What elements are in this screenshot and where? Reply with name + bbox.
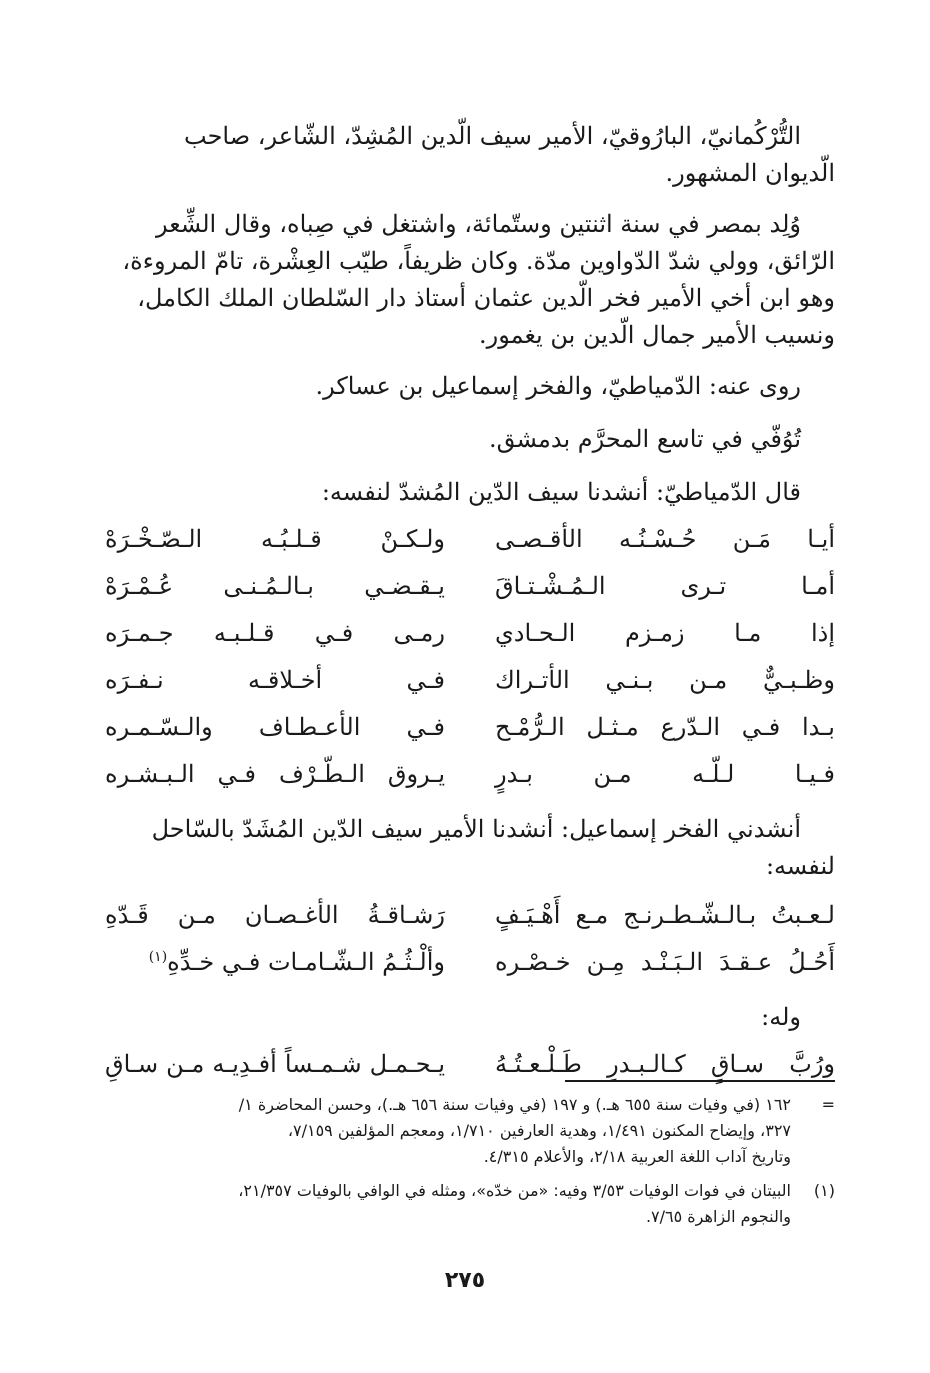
bio-line: التُّرْكُمانيّ، البارُوقيّ، الأمير سيف الّدين المُشِدّ، الشّاعر، صاحب xyxy=(184,122,801,150)
footnote-line: ٣٢٧، وإيضاح المكنون ١/٤٩١، وهدية العارفين ١/٧١٠، ومعجم المؤلفين ٧/١٥٩، xyxy=(287,1121,791,1140)
poem-one xyxy=(105,515,835,797)
verse-first-hemistich: إذا مـا زمـزم الـحـادي xyxy=(495,618,835,647)
birth-paragraph xyxy=(105,206,835,354)
page-body xyxy=(105,118,835,1101)
verse-first-hemistich: فـيـا لـلّـه مـن بـدرٍ xyxy=(495,759,835,788)
verse-first-hemistich: أمـا تـرى الـمُـشْـتـاقَ xyxy=(495,571,835,600)
footnotes xyxy=(105,1080,835,1238)
poem-two xyxy=(105,891,835,985)
verse-second-hemistich: رَشـاقـةُ الأغـصـان مـن قَـدّهِ xyxy=(105,900,445,929)
footnote-text xyxy=(105,1178,791,1230)
page-number: ٢٧٥ xyxy=(444,1268,486,1293)
footnote-line: وتاريخ آداب اللغة العربية ٢/١٨، والأعلام ٤/٣١٥. xyxy=(483,1147,791,1166)
verse-second-hemistich: فـي الأعـطـاف والـسّـمـره xyxy=(105,712,445,741)
verse-first-hemistich: وظـبـيٌّ مـن بـنـي الأتـراك xyxy=(495,665,835,694)
verse-row xyxy=(105,891,835,938)
verse-second-hemistich: ولـكـنْ قـلـبُـه الـصّـخْـرَهْ xyxy=(105,524,445,553)
verse-second-hemistich: فـي أخـلاقـه نـفـرَه xyxy=(105,665,445,694)
verse-row xyxy=(105,515,835,562)
footnote-marker: = xyxy=(821,1095,835,1114)
verse-first-hemistich: ورُبَّ سـاقٍ كـالـبـدرِ طَـلْـعـتُـهُ xyxy=(495,1049,835,1078)
footnote-divider xyxy=(565,1080,835,1082)
verse-second-hemistich: يـحـمـل شـمـساً أفـدِيـه مـن سـاقِ xyxy=(105,1049,445,1078)
footnote-marker: (١) xyxy=(813,1181,835,1200)
verse-row xyxy=(105,938,835,985)
verse-second-hemistich xyxy=(105,948,445,976)
verse-first-hemistich: لـعـبتُ بـالـشّـطـرنـج مـع أَهْـيَـفٍ xyxy=(495,900,835,929)
verse-second-hemistich: رمـى فـي قـلـبـه جـمـرَه xyxy=(105,618,445,647)
poem2-intro-line: أنشدني الفخر إسماعيل: أنشدنا الأمير سيف الدّين المُشَدّ بالسّاحل xyxy=(151,815,801,843)
footnote-line: والنجوم الزاهرة ٧/٦٥. xyxy=(645,1207,791,1226)
verse-first-hemistich: أيـا مَـن حُـسْـنُـه الأقـصـى xyxy=(495,524,835,553)
verse-row xyxy=(105,750,835,797)
footnote-text xyxy=(105,1092,791,1170)
verse-row xyxy=(105,656,835,703)
poem1-intro: قال الدّمياطيّ: أنشدنا سيف الدّين المُشدّ لنفسه: xyxy=(321,478,801,506)
poem2-intro-line: لنفسه: xyxy=(765,852,835,880)
footnote-reference: (١) xyxy=(148,948,168,965)
verse-row xyxy=(105,609,835,656)
verse-row xyxy=(105,703,835,750)
verse-first-hemistich: بـدا فـي الـدّرع مـثـل الـرُّمْـح xyxy=(495,712,835,741)
footnote-line: البيتان في فوات الوفيات ٣/٥٣ وفيه: «من خدّه»، ومثله في الوافي بالوفيات ٢١/٣٥٧، xyxy=(238,1181,791,1200)
poem3-intro: وله: xyxy=(761,1003,801,1031)
footnote xyxy=(105,1080,835,1170)
verse-text: وألْـثُـمُ الـشّـامـات فـي خـدِّهِ xyxy=(167,947,445,976)
birth-line: ونسيب الأمير جمال الّدين بن يغمور. xyxy=(478,321,835,349)
birth-line: وُلِد بمصر في سنة اثنتين وستّمائة، واشتغل في صِباه، وقال الشِّعر xyxy=(156,210,801,238)
birth-line: وهو ابن أخي الأمير فخر الّدين عثمان أستاذ دار السّلطان الملك الكامل، xyxy=(137,284,835,312)
bio-line: الّديوان المشهور. xyxy=(665,159,835,187)
birth-line: الرّائق، وولي شدّ الدّواوين مدّة. وكان ظريفاً، طيّب العِشْرة، تامّ المروءة، xyxy=(122,247,835,275)
verse-row xyxy=(105,562,835,609)
narrators-line: روى عنه: الدّمياطيّ، والفخر إسماعيل بن عساكر. xyxy=(315,372,801,400)
verse-first-hemistich: أَحُـلُ عـقـدَ الـبَـنْـد مِـن خـصْـره xyxy=(495,947,835,976)
death-line: تُوُفّي في تاسع المحرَّم بدمشق. xyxy=(488,425,801,453)
poem2-intro xyxy=(105,811,835,885)
bio-paragraph xyxy=(105,118,835,192)
verse-second-hemistich: يـروق الـطّـرْف فـي الـبـشـره xyxy=(105,759,445,788)
footnote xyxy=(105,1178,835,1230)
footnote-line: ١٦٢ (في وفيات سنة ٦٥٥ هـ.) و ١٩٧ (في وفيات سنة ٦٥٦ هـ.)، وحسن المحاضرة ١/ xyxy=(238,1095,791,1114)
verse-second-hemistich: يـقـضـي بـالـمُـنـى عُـمْـرَهْ xyxy=(105,571,445,600)
